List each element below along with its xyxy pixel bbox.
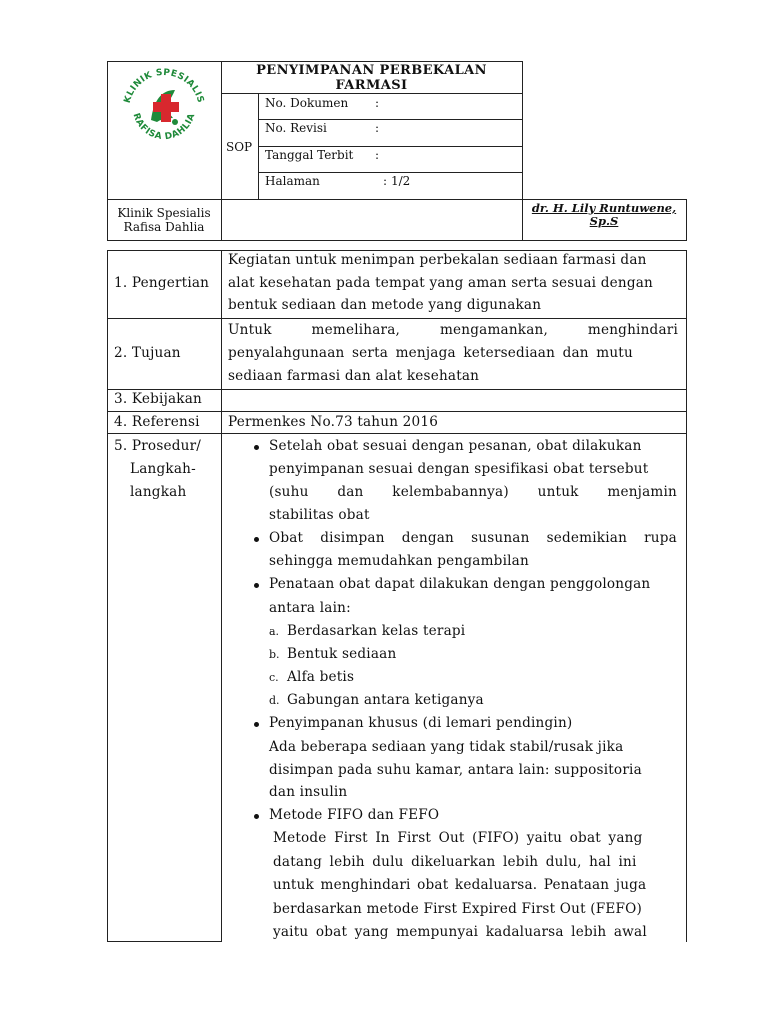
label-prosedur: Langkah- <box>130 461 196 477</box>
field-colon: : <box>375 148 380 162</box>
bullet-icon <box>254 537 259 542</box>
sop-label: SOP <box>226 140 253 154</box>
field-colon: : <box>375 121 380 135</box>
clinic-logo <box>117 60 211 154</box>
word: sedemikian <box>546 530 628 546</box>
field-colon: : <box>375 96 380 110</box>
bullet-icon <box>254 583 259 588</box>
prosedur-b4: dan insulin <box>269 784 348 800</box>
word: (suhu <box>269 484 309 500</box>
word: kelembabannya) <box>392 484 509 500</box>
prosedur-b1: penyimpanan sesuai dengan spesifikasi obat tersebut <box>269 461 649 477</box>
label-prosedur: langkah <box>130 484 187 500</box>
sub-item: Berdasarkan kelas terapi <box>287 623 466 639</box>
pengertian-text: Kegiatan untuk menimpan perbekalan sediaan farmasi dan <box>228 252 647 268</box>
tujuan-text <box>228 322 678 338</box>
word: disimpan <box>320 530 385 546</box>
sub-marker: d. <box>269 694 280 707</box>
tujuan-text: penyalahgunaan serta menjaga ketersediaan dan mutu <box>228 345 633 361</box>
prosedur-b2: sehingga memudahkan pengambilan <box>269 553 529 569</box>
prosedur-b3: Penataan obat dapat dilakukan dengan penggolongan <box>269 576 651 592</box>
prosedur-b5: berdasarkan metode First Expired First Out (FEFO) <box>273 901 642 917</box>
field-value-halaman: 1/2 <box>391 174 411 188</box>
word: memelihara, <box>311 322 401 338</box>
prosedur-b5: Metode First In First Out (FIFO) yaitu obat yang <box>273 830 643 846</box>
prosedur-b5: yaitu obat yang mempunyai kadaluarsa lebih awal <box>273 924 647 940</box>
label-kebijakan: 3. Kebijakan <box>114 391 202 407</box>
bullet-icon <box>254 814 259 819</box>
label-pengertian: 1. Pengertian <box>114 275 210 291</box>
prosedur-b5: datang lebih dulu dikeluarkan lebih dulu, hal ini <box>273 854 637 870</box>
referensi-text: Permenkes No.73 tahun 2016 <box>228 414 439 430</box>
pengertian-text: alat kesehatan pada tempat yang aman serta sesuai dengan <box>228 275 653 291</box>
word: untuk <box>537 484 579 500</box>
tujuan-text: sediaan farmasi dan alat kesehatan <box>228 368 480 384</box>
word: Untuk <box>228 322 272 338</box>
word: dengan <box>401 530 455 546</box>
label-referensi: 4. Referensi <box>114 414 200 430</box>
logo-arc-text-top: KLINIK SPESIALIS <box>122 67 206 105</box>
bullet-icon <box>254 445 259 450</box>
label-tujuan: 2. Tujuan <box>114 345 181 361</box>
sub-marker: a. <box>269 625 280 638</box>
signer-name-line1: dr. H. Lily Runtuwene, <box>531 201 677 215</box>
bullet-icon <box>254 722 259 727</box>
word: Obat <box>269 530 304 546</box>
logo-arc-text-bottom: RAFISA DAHLIA <box>130 112 198 143</box>
prosedur-b1: stabilitas obat <box>269 507 370 523</box>
prosedur-b5: Metode FIFO dan FEFO <box>269 807 440 823</box>
prosedur-b1: Setelah obat sesuai dengan pesanan, obat dilakukan <box>269 438 642 454</box>
word: menjamin <box>607 484 677 500</box>
field-label-no-dokumen: No. Dokumen <box>265 96 349 110</box>
prosedur-b4: Ada beberapa sediaan yang tidak stabil/rusak jika <box>269 739 624 755</box>
field-colon: : <box>383 174 388 188</box>
word: mengamankan, <box>439 322 549 338</box>
label-prosedur: 5. Prosedur/ <box>114 438 202 454</box>
sub-item: Alfa betis <box>287 669 355 685</box>
document-title-line2: FARMASI <box>335 78 408 93</box>
field-label-tanggal-terbit: Tanggal Terbit <box>265 148 354 162</box>
sub-item: Bentuk sediaan <box>287 646 397 662</box>
sub-marker: b. <box>269 648 280 661</box>
field-label-no-revisi: No. Revisi <box>265 121 327 135</box>
signer-name-line2: Sp.S <box>589 214 619 228</box>
prosedur-b2 <box>269 530 677 546</box>
prosedur-b5: untuk menghindari obat kedaluarsa. Penataan juga <box>273 877 647 893</box>
sub-item: Gabungan antara ketiganya <box>287 692 484 708</box>
clinic-name-line1: Klinik Spesialis <box>117 206 211 220</box>
document-title-line1: PENYIMPANAN PERBEKALAN <box>256 63 487 78</box>
pengertian-text: bentuk sediaan dan metode yang digunakan <box>228 297 542 313</box>
word: susunan <box>471 530 530 546</box>
prosedur-b1 <box>269 484 677 500</box>
prosedur-b3: antara lain: <box>269 600 351 616</box>
prosedur-b4: Penyimpanan khusus (di lemari pendingin) <box>269 715 573 731</box>
field-label-halaman: Halaman <box>265 174 320 188</box>
word: menghindari <box>587 322 678 338</box>
sub-marker: c. <box>269 671 279 684</box>
word: rupa <box>644 530 677 546</box>
word: dan <box>337 484 364 500</box>
prosedur-b4: disimpan pada suhu kamar, antara lain: suppositoria <box>269 762 642 778</box>
clinic-name-line2: Rafisa Dahlia <box>123 220 205 234</box>
